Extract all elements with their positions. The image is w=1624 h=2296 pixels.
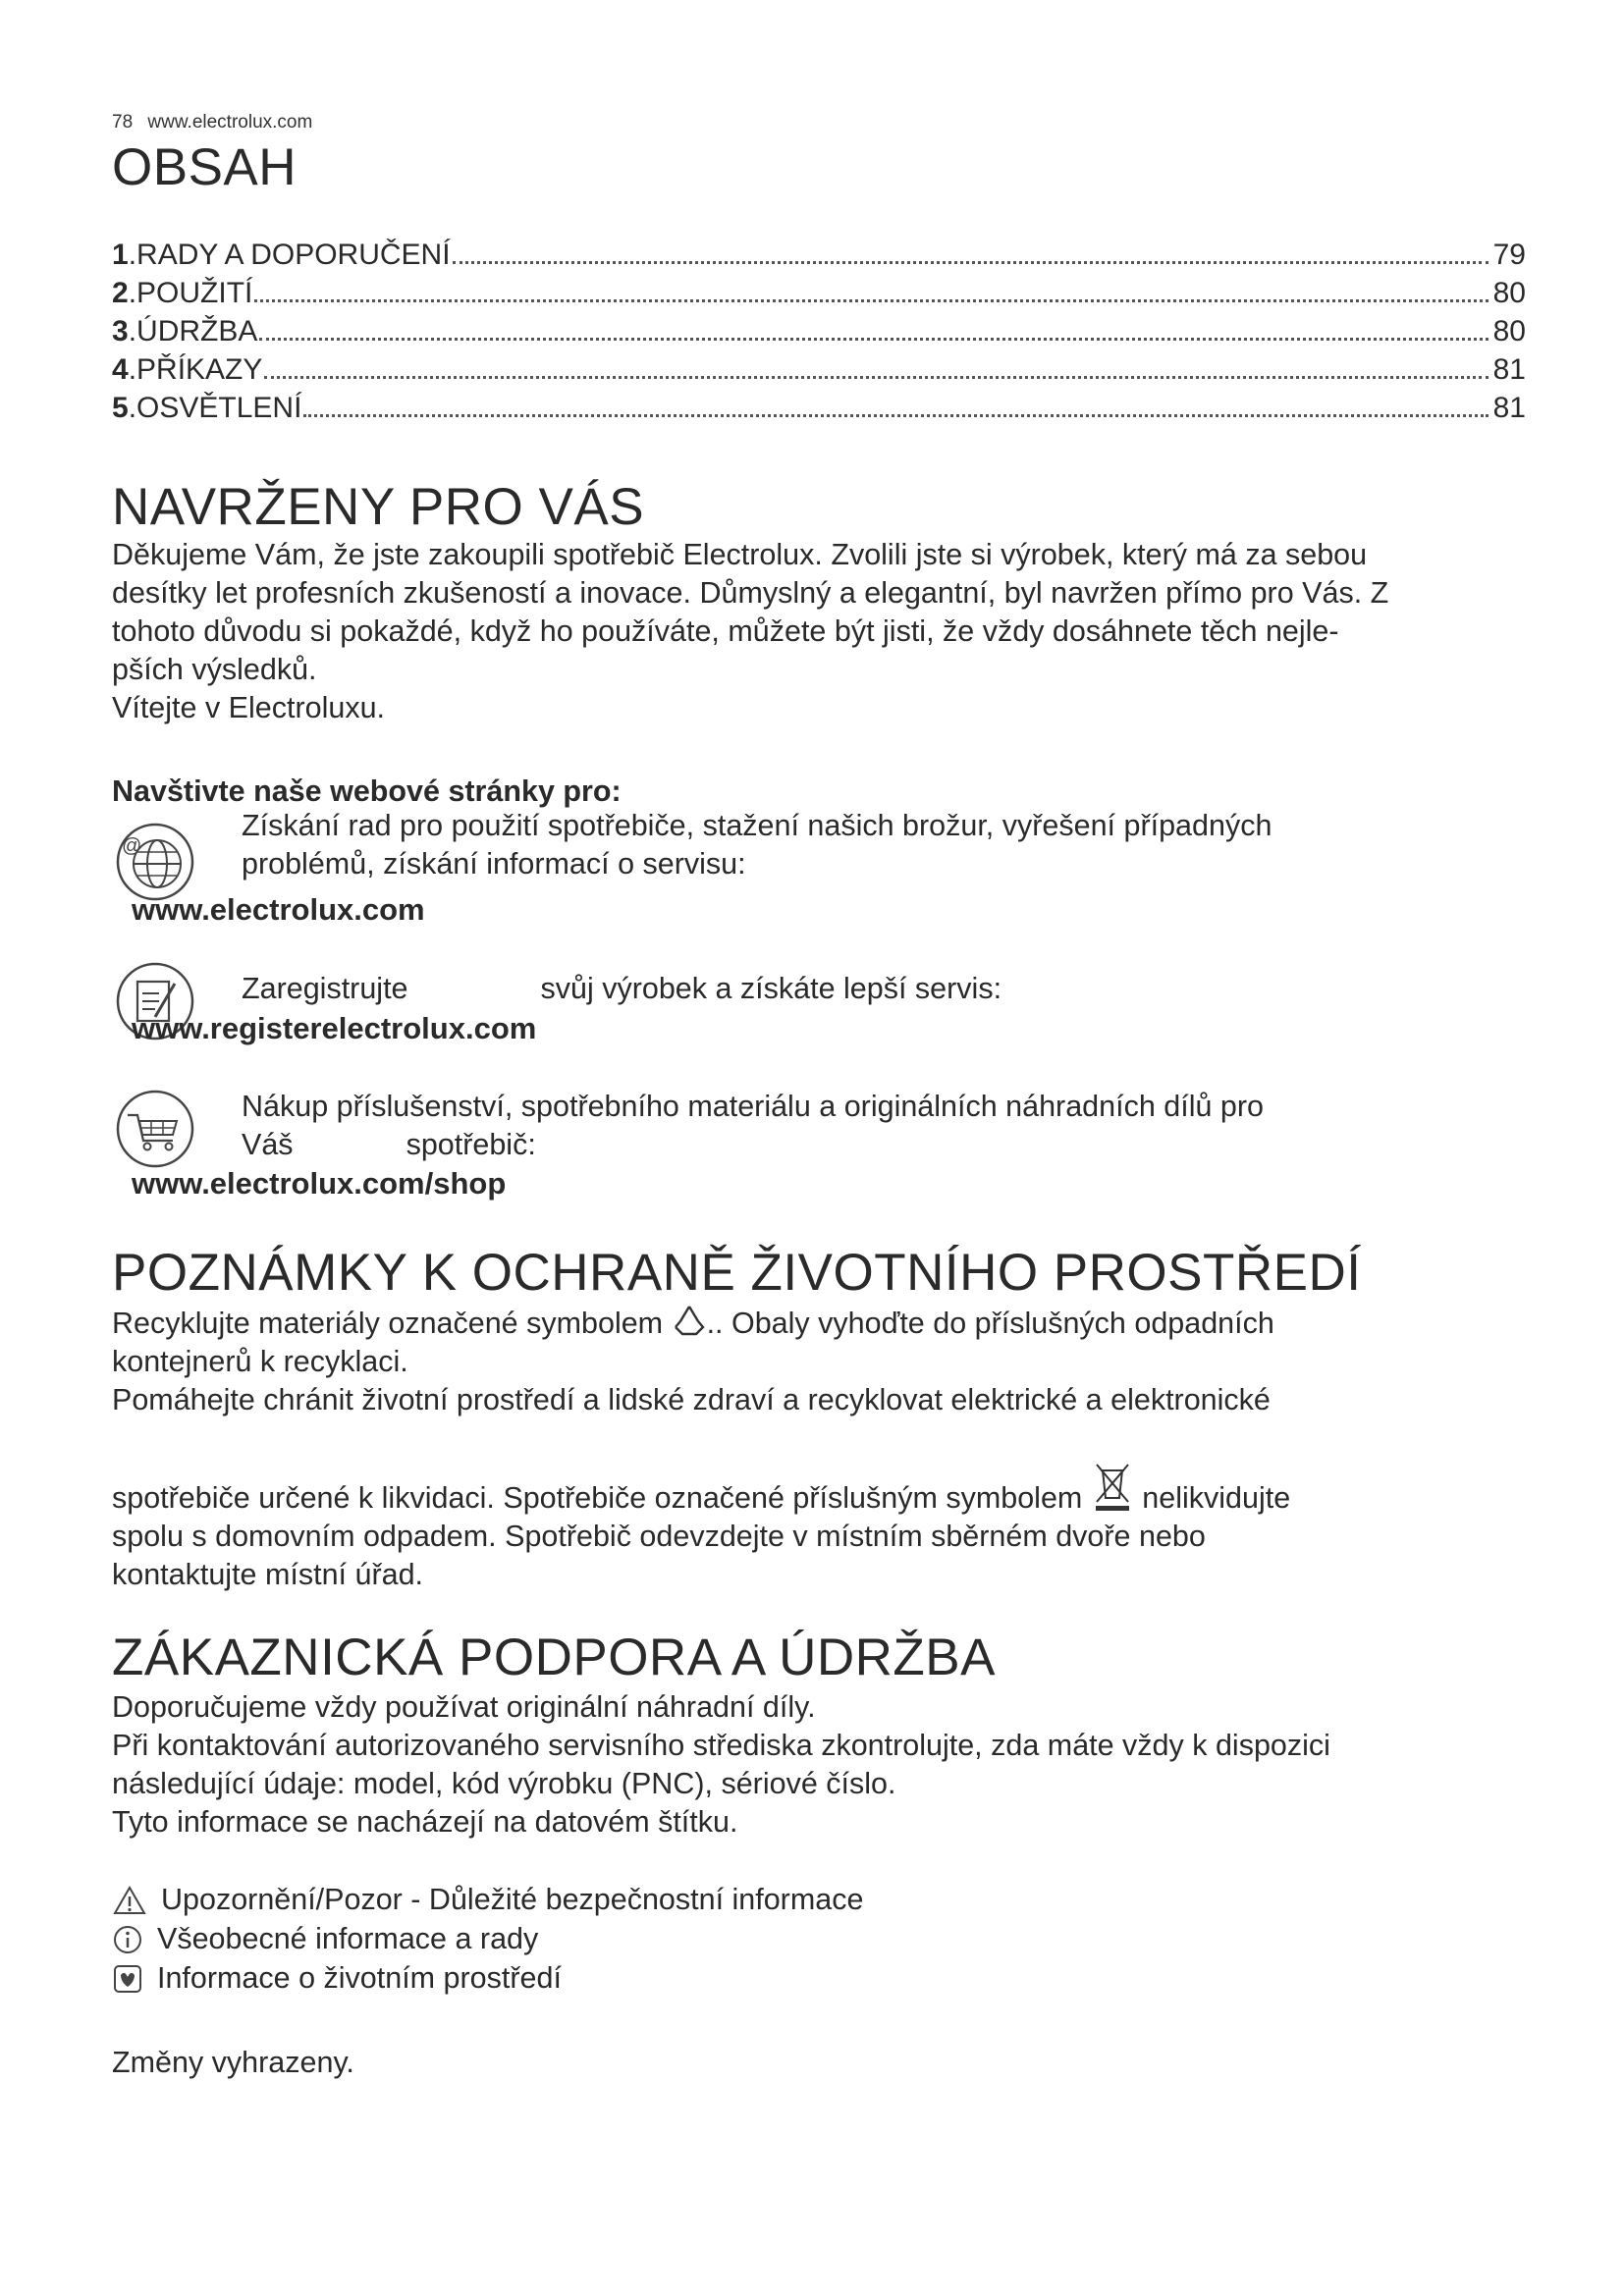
- environment-text-2: spotřebiče určené k likvidaci. Spotřebiče označené příslušným symbolem nelikvidujte spolu s domovním odpadem. Spotřebič odevzdejte v místním sběrném dvoře nebo kontaktujte místní úřad.: [112, 1461, 1545, 1594]
- page-header: [112, 112, 312, 133]
- register-link[interactable]: www.registerelectrolux.com: [132, 1011, 537, 1045]
- toc-item[interactable]: 5 . OSVĚTLENÍ 81: [112, 389, 1526, 427]
- toc-label: PŘÍKAZY: [136, 353, 263, 386]
- svg-text:@: @: [122, 835, 142, 857]
- recycle-icon: [672, 1304, 707, 1337]
- table-of-contents: [112, 236, 1526, 427]
- visit-register-block: Zaregistrujte svůj výrobek a získáte lepší servis: www.registerelectrolux.com: [112, 960, 1487, 1068]
- visit-info-block: @ Získání rad pro použití spotřebiče, stažení našich brožur, vyřešení případných problémů, získání informací o servisu: www.electrolux.com: [112, 807, 1487, 934]
- shop-link[interactable]: www.electrolux.com/shop: [132, 1166, 507, 1201]
- support-text: Doporučujeme vždy používat originální náhradní díly. Při kontaktování autorizovaného servisního střediska zkontrolujte, zda máte vždy k dispozici následující údaje: model, kód výrobku (PNC), sériové číslo. Tyto informace se nacházejí na datovém štítku.: [112, 1690, 1330, 1839]
- toc-leader: [264, 376, 1489, 379]
- toc-leader: [259, 338, 1489, 341]
- legend-environment: Informace o životním prostředí: [112, 1961, 562, 1996]
- visit-heading: Navštivte naše webové stránky pro:: [112, 774, 622, 808]
- toc-label: OSVĚTLENÍ: [136, 392, 302, 424]
- toc-item[interactable]: 3 . ÚDRŽBA 80: [112, 312, 1526, 350]
- toc-leader: [453, 261, 1489, 264]
- toc-item[interactable]: 2 . POUŽITÍ 80: [112, 274, 1526, 312]
- designed-text: Děkujeme Vám, že jste zakoupili spotřebič Electrolux. Zvolili jste si výrobek, který má za sebou desítky let profesních zkušeností a inovace. Důmyslný a elegantní, byl navržen přímo pro Vás. Z tohoto důvodu si pokaždé, když ho používáte, můžete být jisti, že vždy dosáhnete těch nejle- pších výsledků. Vítejte v Electroluxu.: [112, 538, 1389, 724]
- legend-warning: Upozornění/Pozor - Důležité bezpečnostní informace: [112, 1883, 863, 1917]
- toc-item[interactable]: 1 . RADY A DOPORUČENÍ 79: [112, 236, 1526, 274]
- designed-title: NAVRŽENY PRO VÁS: [112, 478, 645, 536]
- toc-label: ÚDRŽBA: [136, 315, 258, 347]
- warning-icon: [112, 1885, 147, 1916]
- shopping-cart-icon: [114, 1088, 196, 1170]
- electrolux-link[interactable]: www.electrolux.com: [132, 892, 425, 927]
- toc-label: POUŽITÍ: [136, 277, 253, 309]
- support-title: ZÁKAZNICKÁ PODPORA A ÚDRŽBA: [112, 1629, 996, 1686]
- crossed-bin-icon: [1091, 1461, 1134, 1514]
- toc-title: OBSAH: [112, 138, 298, 196]
- legend-info: Všeobecné informace a rady: [112, 1922, 538, 1956]
- toc-page: 80: [1492, 315, 1526, 347]
- toc-leader: [303, 414, 1489, 417]
- toc-page: 81: [1492, 353, 1526, 386]
- toc-page: 81: [1492, 392, 1526, 424]
- changes-note: Změny vyhrazeny.: [112, 2046, 354, 2079]
- page-number: 78: [112, 112, 134, 133]
- environment-leaf-icon: [112, 1963, 143, 1995]
- toc-label: RADY A DOPORUČENÍ: [136, 239, 451, 271]
- toc-item[interactable]: 4 . PŘÍKAZY 81: [112, 350, 1526, 389]
- visit-shop-block: Nákup příslušenství, spotřebního materiálu a originálních náhradních dílů pro Váš spotřebič: www.electrolux.com/shop: [112, 1088, 1487, 1215]
- info-icon: [112, 1924, 143, 1955]
- header-site: www.electrolux.com: [147, 112, 313, 133]
- toc-page: 80: [1492, 277, 1526, 309]
- toc-page: 79: [1492, 239, 1526, 271]
- toc-leader: [254, 299, 1489, 302]
- environment-title: POZNÁMKY K OCHRANĚ ŽIVOTNÍHO PROSTŘEDÍ: [112, 1244, 1362, 1302]
- environment-text: Recyklujte materiály označené symbolem .. Obaly vyhoďte do příslušných odpadních kontejnerů k recyklaci. Pomáhejte chránit životní prostředí a lidské zdraví a recyklovat elektrické a elektronické: [112, 1304, 1545, 1419]
